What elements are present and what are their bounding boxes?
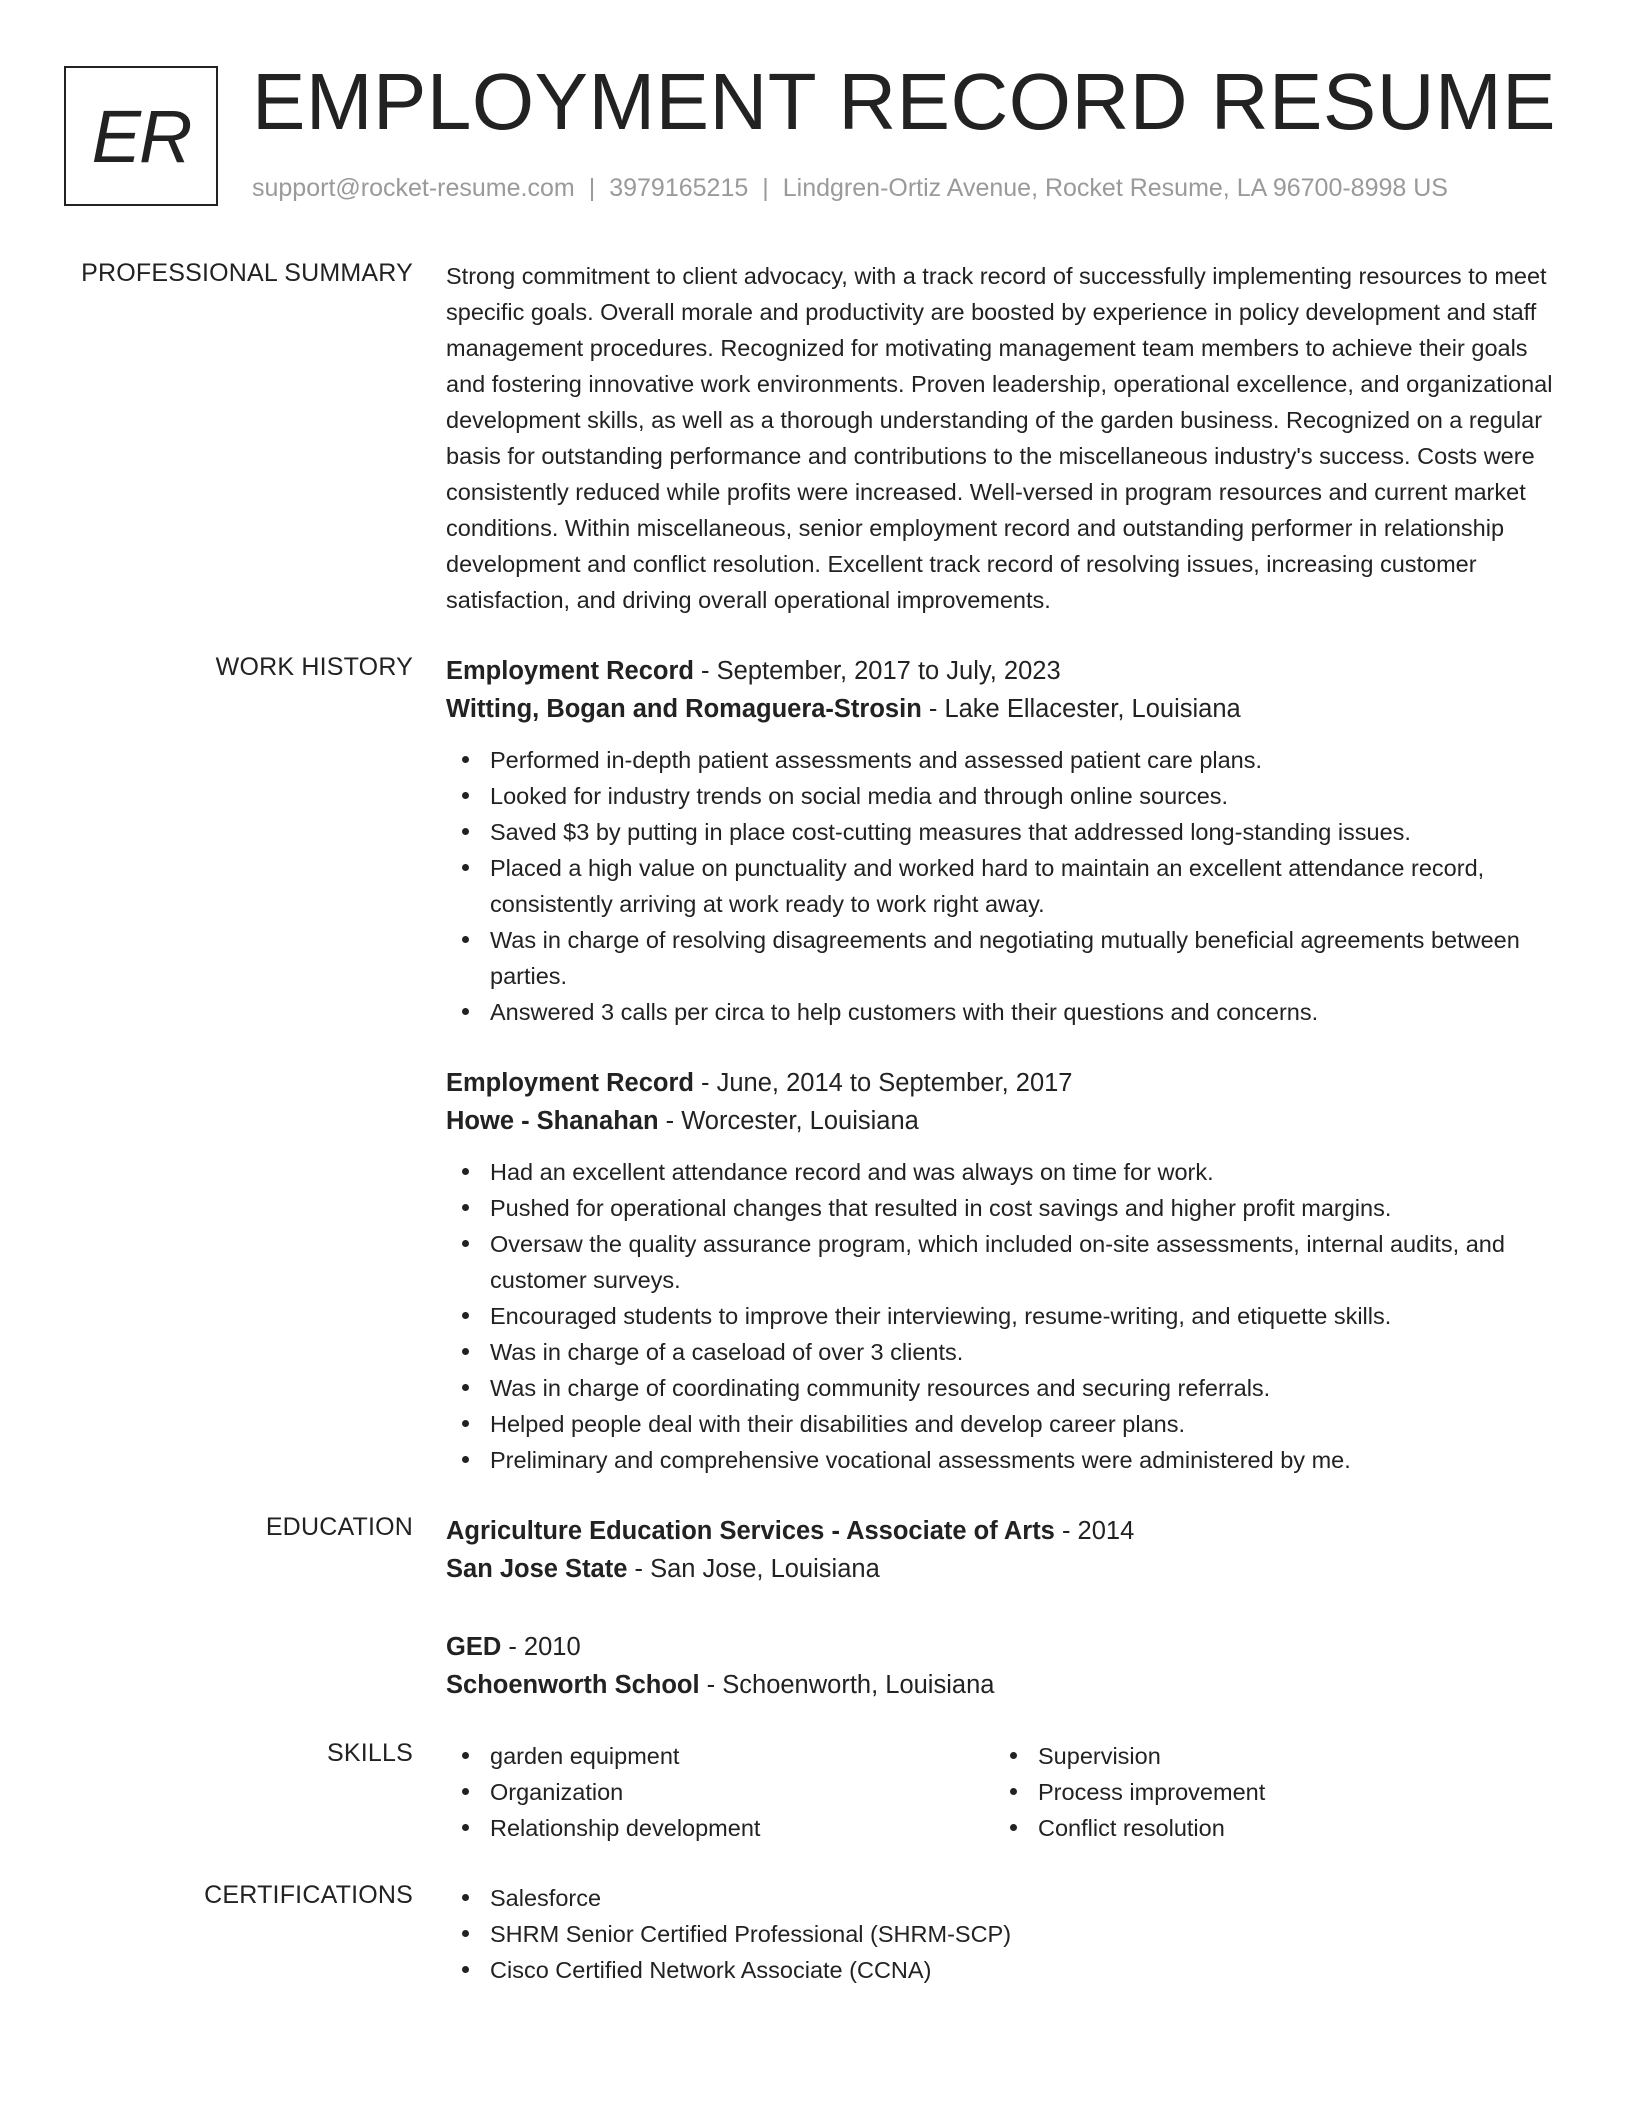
skill-item: Process improvement bbox=[1038, 1774, 1542, 1810]
contact-separator: | bbox=[588, 174, 596, 202]
skills-list-right bbox=[994, 1738, 1542, 1846]
education-school-line bbox=[446, 1666, 1558, 1704]
education-location: - Schoenworth, Louisiana bbox=[699, 1671, 995, 1699]
list-item: Placed a high value on punctuality and worked hard to maintain an excellent attendance record, consistently arriving at work ready to work right away. bbox=[490, 850, 1558, 922]
monogram-logo: ER bbox=[64, 66, 218, 206]
section-label: CERTIFICATIONS bbox=[204, 1881, 413, 1909]
contact-email[interactable]: support@rocket-resume.com bbox=[252, 174, 575, 202]
section-professional-summary bbox=[0, 258, 1632, 618]
education-entry bbox=[446, 1512, 1558, 1588]
list-item: Encouraged students to improve their interviewing, resume-writing, and etiquette skills. bbox=[490, 1298, 1558, 1334]
education-year: - 2014 bbox=[1054, 1517, 1135, 1545]
certification-item: Cisco Certified Network Associate (CCNA) bbox=[490, 1952, 1558, 1988]
section-label: WORK HISTORY bbox=[215, 653, 413, 681]
section-education bbox=[0, 1512, 1632, 1704]
list-item: Performed in-depth patient assessments and assessed patient care plans. bbox=[490, 742, 1558, 778]
job-bullets bbox=[446, 742, 1558, 1030]
skills-grid bbox=[446, 1738, 1558, 1846]
job-entry bbox=[446, 652, 1558, 1030]
list-item: Had an excellent attendance record and was always on time for work. bbox=[490, 1154, 1558, 1190]
section-certifications bbox=[0, 1880, 1632, 1988]
contact-separator: | bbox=[762, 174, 769, 202]
list-item: Pushed for operational changes that resulted in cost savings and higher profit margins. bbox=[490, 1190, 1558, 1226]
education-location: - San Jose, Louisiana bbox=[627, 1555, 880, 1583]
job-company-line bbox=[446, 1102, 1558, 1140]
resume-title: EMPLOYMENT RECORD RESUME bbox=[252, 57, 1557, 146]
list-item: Preliminary and comprehensive vocational assessments were administered by me. bbox=[490, 1442, 1558, 1478]
job-dates: - September, 2017 to July, 2023 bbox=[693, 657, 1061, 685]
education-degree-line bbox=[446, 1512, 1558, 1550]
resume-content bbox=[0, 258, 1632, 1988]
certification-item: Salesforce bbox=[490, 1880, 1558, 1916]
list-item: Answered 3 calls per circa to help customers with their questions and concerns. bbox=[490, 994, 1558, 1030]
section-label: SKILLS bbox=[327, 1739, 413, 1767]
section-skills bbox=[0, 1738, 1632, 1846]
education-school: Schoenworth School bbox=[446, 1671, 700, 1699]
education-school: San Jose State bbox=[446, 1555, 628, 1583]
skill-item: Organization bbox=[490, 1774, 994, 1810]
resume-header bbox=[64, 57, 1584, 212]
list-item: Looked for industry trends on social media and through online sources. bbox=[490, 778, 1558, 814]
job-title: Employment Record bbox=[446, 1069, 694, 1097]
skills-list-left bbox=[446, 1738, 994, 1846]
education-degree: Agriculture Education Services - Associate of Arts bbox=[446, 1517, 1055, 1545]
job-company: Witting, Bogan and Romaguera-Strosin bbox=[446, 695, 922, 723]
list-item: Saved $3 by putting in place cost-cutting measures that addressed long-standing issues. bbox=[490, 814, 1558, 850]
list-item: Oversaw the quality assurance program, which included on-site assessments, internal audits, and customer surveys. bbox=[490, 1226, 1558, 1298]
education-school-line bbox=[446, 1550, 1558, 1588]
job-entry bbox=[446, 1064, 1558, 1478]
job-title: Employment Record bbox=[446, 657, 694, 685]
job-company-line bbox=[446, 690, 1558, 728]
job-location: - Worcester, Louisiana bbox=[658, 1107, 919, 1135]
job-title-line bbox=[446, 1064, 1558, 1102]
list-item: Helped people deal with their disabilities and develop career plans. bbox=[490, 1406, 1558, 1442]
certifications-list bbox=[446, 1880, 1558, 1988]
summary-text: Strong commitment to client advocacy, with a track record of successfully implementing resources to meet specific goals. Overall morale and productivity are boosted by experience in policy development and staff management procedures. Recognized for motivating management team members to achieve their goals and fostering innovative work environments. Proven leadership, operational excellence, and organizational development skills, as well as a thorough understanding of the garden business. Recognized on a regular basis for outstanding performance and contributions to the miscellaneous industry's success. Costs were consistently reduced while profits were increased. Well-versed in program resources and current market conditions. Within miscellaneous, senior employment record and outstanding performer in relationship development and conflict resolution. Excellent track record of resolving issues, increasing customer satisfaction, and driving overall operational improvements. bbox=[446, 263, 1553, 613]
education-degree-line bbox=[446, 1628, 1558, 1666]
list-item: Was in charge of a caseload of over 3 clients. bbox=[490, 1334, 1558, 1370]
job-dates: - June, 2014 to September, 2017 bbox=[693, 1069, 1073, 1097]
skill-item: Conflict resolution bbox=[1038, 1810, 1542, 1846]
education-year: - 2010 bbox=[501, 1633, 581, 1661]
list-item: Was in charge of coordinating community resources and securing referrals. bbox=[490, 1370, 1558, 1406]
job-title-line bbox=[446, 652, 1558, 690]
contact-address: Lindgren-Ortiz Avenue, Rocket Resume, LA 96700-8998 US bbox=[782, 174, 1448, 202]
section-label: EDUCATION bbox=[265, 1513, 413, 1541]
skill-item: garden equipment bbox=[490, 1738, 994, 1774]
list-item: Was in charge of resolving disagreements and negotiating mutually beneficial agreements between parties. bbox=[490, 922, 1558, 994]
job-company: Howe - Shanahan bbox=[446, 1107, 659, 1135]
section-label: PROFESSIONAL SUMMARY bbox=[81, 259, 413, 287]
skill-item: Relationship development bbox=[490, 1810, 994, 1846]
job-bullets bbox=[446, 1154, 1558, 1478]
education-entry bbox=[446, 1628, 1558, 1704]
section-work-history bbox=[0, 652, 1632, 1478]
job-location: - Lake Ellacester, Louisiana bbox=[921, 695, 1241, 723]
certification-item: SHRM Senior Certified Professional (SHRM-SCP) bbox=[490, 1916, 1558, 1952]
contact-phone[interactable]: 3979165215 bbox=[609, 174, 749, 202]
contact-line bbox=[252, 174, 1448, 203]
skill-item: Supervision bbox=[1038, 1738, 1542, 1774]
education-degree: GED bbox=[446, 1633, 502, 1661]
